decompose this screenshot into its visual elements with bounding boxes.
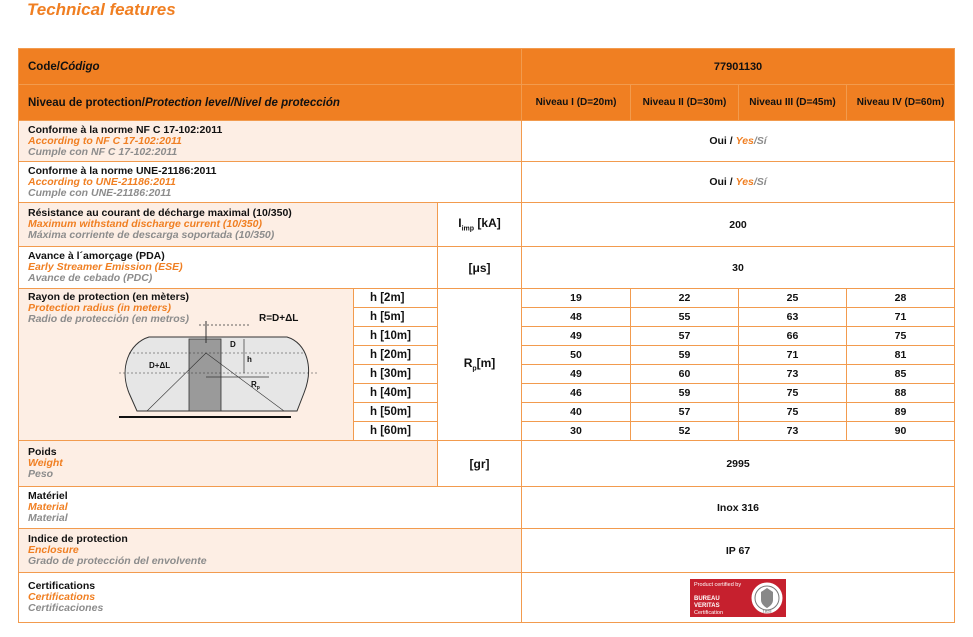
height-cell: h [50m] bbox=[354, 403, 438, 422]
advance-unit: [μs] bbox=[438, 247, 522, 289]
height-cell: h [30m] bbox=[354, 365, 438, 384]
radius-value: 71 bbox=[847, 308, 955, 327]
radius-value: 55 bbox=[631, 308, 739, 327]
page-title: Technical features bbox=[27, 0, 176, 19]
advance-row bbox=[19, 247, 955, 289]
d-label: D bbox=[230, 340, 236, 349]
radius-value: 25 bbox=[739, 289, 847, 308]
radius-row-1 bbox=[19, 289, 955, 308]
radius-value: 63 bbox=[739, 308, 847, 327]
dl-label: D+ΔL bbox=[149, 361, 171, 370]
resistance-unit: $I_{imp}$ [kA] bbox=[438, 203, 522, 247]
radius-value: 75 bbox=[847, 327, 955, 346]
radius-value: 90 bbox=[847, 422, 955, 441]
protection-radius-diagram bbox=[119, 313, 319, 428]
protection-level-row bbox=[19, 85, 955, 121]
radius-value: 73 bbox=[739, 365, 847, 384]
radius-value: 19 bbox=[522, 289, 631, 308]
enclosure-value: IP 67 bbox=[522, 529, 955, 573]
radius-value: 66 bbox=[739, 327, 847, 346]
radius-value: 46 bbox=[522, 384, 631, 403]
une-value: Oui / Yes/Sí bbox=[522, 162, 955, 203]
radius-value: 49 bbox=[522, 327, 631, 346]
height-cell: h [5m] bbox=[354, 308, 438, 327]
certifications-label: Certifications Certifications Certificaciones bbox=[19, 573, 522, 623]
radius-label-cell: Rayon de protection (en mèters) Protection radius (in meters) Radio de protección (en metros) R=D+ΔL D h D+ΔL $R_p$ bbox=[19, 289, 354, 441]
rp-label: $R_p$ bbox=[251, 380, 260, 391]
material-row bbox=[19, 487, 955, 529]
radius-value: 57 bbox=[631, 403, 739, 422]
weight-value: 2995 bbox=[522, 441, 955, 487]
code-value: 77901130 bbox=[522, 49, 955, 85]
height-cell: h [10m] bbox=[354, 327, 438, 346]
advance-label: Avance à l´amorçage (PDA) Early Streamer Emission (ESE) Avance de cebado (PDC) bbox=[19, 247, 438, 289]
bureau-veritas-logo: Product certified by BUREAU VERITAS Certification 1828 bbox=[690, 579, 786, 617]
level-3-header: Niveau III (D=45m) bbox=[739, 85, 847, 121]
bureau-veritas-seal-icon bbox=[748, 579, 786, 617]
certifications-value bbox=[522, 573, 955, 623]
radius-value: 57 bbox=[631, 327, 739, 346]
radius-value: 28 bbox=[847, 289, 955, 308]
une-row bbox=[19, 162, 955, 203]
resistance-value: 200 bbox=[522, 203, 955, 247]
radius-value: 40 bbox=[522, 403, 631, 422]
radius-value: 71 bbox=[739, 346, 847, 365]
level-2-header: Niveau II (D=30m) bbox=[631, 85, 739, 121]
technical-features-table bbox=[18, 48, 955, 623]
radius-value: 75 bbox=[739, 403, 847, 422]
resistance-label: Résistance au courant de décharge maximal (10/350) Maximum withstand discharge current (10/350) Máxima corriente de descarga soportada (10/350) bbox=[19, 203, 438, 247]
weight-row bbox=[19, 441, 955, 487]
height-cell: h [20m] bbox=[354, 346, 438, 365]
material-label: Matériel Material Material bbox=[19, 487, 522, 529]
h-label: h bbox=[247, 355, 252, 364]
radius-unit: $R_p[m]$ bbox=[438, 289, 522, 441]
height-cell: h [2m] bbox=[354, 289, 438, 308]
radius-value: 60 bbox=[631, 365, 739, 384]
radius-value: 88 bbox=[847, 384, 955, 403]
nfc-value: Oui / Yes/Sí bbox=[522, 121, 955, 162]
nfc-row bbox=[19, 121, 955, 162]
svg-text:1828: 1828 bbox=[762, 608, 772, 613]
radius-value: 81 bbox=[847, 346, 955, 365]
certifications-row bbox=[19, 573, 955, 623]
enclosure-label: Indice de protection Enclosure Grado de protección del envolvente bbox=[19, 529, 522, 573]
radius-value: 75 bbox=[739, 384, 847, 403]
nfc-label: Conforme à la norme NF C 17-102:2011 According to NF C 17-102:2011 Cumple con NF C 17-102:2011 bbox=[19, 121, 522, 162]
radius-value: 52 bbox=[631, 422, 739, 441]
weight-unit: [gr] bbox=[438, 441, 522, 487]
height-cell: h [60m] bbox=[354, 422, 438, 441]
radius-value: 85 bbox=[847, 365, 955, 384]
level-1-header: Niveau I (D=20m) bbox=[522, 85, 631, 121]
radius-value: 59 bbox=[631, 346, 739, 365]
radius-value: 89 bbox=[847, 403, 955, 422]
material-value: Inox 316 bbox=[522, 487, 955, 529]
code-label: Code/Código bbox=[19, 49, 522, 85]
protection-level-label: Niveau de protection/Protection level/Nivel de protección bbox=[19, 85, 522, 121]
radius-value: 22 bbox=[631, 289, 739, 308]
radius-value: 48 bbox=[522, 308, 631, 327]
radius-value: 50 bbox=[522, 346, 631, 365]
une-label: Conforme à la norme UNE-21186:2011 According to UNE-21186:2011 Cumple con UNE-21186:2011 bbox=[19, 162, 522, 203]
level-4-header: Niveau IV (D=60m) bbox=[847, 85, 955, 121]
code-row bbox=[19, 49, 955, 85]
advance-value: 30 bbox=[522, 247, 955, 289]
resistance-row bbox=[19, 203, 955, 247]
enclosure-row bbox=[19, 529, 955, 573]
radius-value: 73 bbox=[739, 422, 847, 441]
height-cell: h [40m] bbox=[354, 384, 438, 403]
radius-value: 49 bbox=[522, 365, 631, 384]
radius-value: 59 bbox=[631, 384, 739, 403]
weight-label: Poids Weight Peso bbox=[19, 441, 438, 487]
radius-value: 30 bbox=[522, 422, 631, 441]
formula-label: R=D+ΔL bbox=[259, 313, 299, 324]
